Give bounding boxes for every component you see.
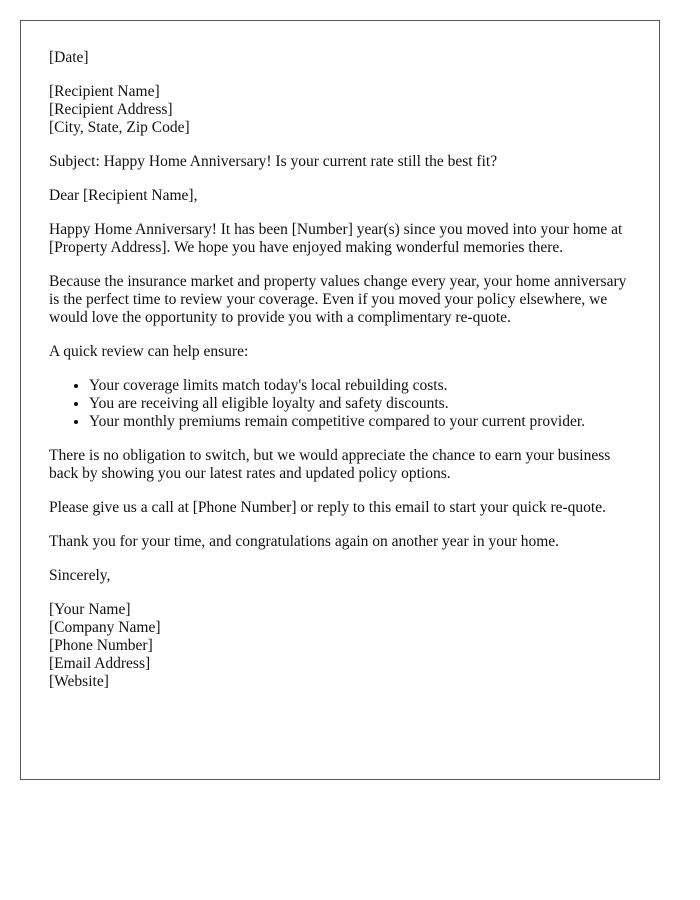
letter-date: [Date]: [49, 49, 89, 66]
body-paragraph: Happy Home Anniversary! It has been [Number] year(s) since you moved into your home at [Property Address]. We hope you have enjoyed making wonderful memories there.: [49, 221, 623, 256]
signature-website: [Website]: [49, 673, 109, 690]
signature-name: [Your Name]: [49, 601, 131, 618]
body-paragraph: Please give us a call at [Phone Number] or reply to this email to start your quick re-quote.: [49, 499, 606, 516]
letter-subject: Subject: Happy Home Anniversary! Is your current rate still the best fit?: [49, 153, 498, 170]
letter-salutation: Dear [Recipient Name],: [49, 187, 198, 204]
body-paragraph: Because the insurance market and property values change every year, your home anniversary is the perfect time to review your coverage. Even if you moved your policy elsewhere, we would love the opportunity to provide you with a complimentary re-quote.: [49, 273, 627, 326]
signature-block: [49, 601, 631, 691]
list-item: • You are receiving all eligible loyalty and safety discounts.: [89, 395, 631, 413]
recipient-city-state-zip: [City, State, Zip Code]: [49, 119, 190, 136]
signature-company: [Company Name]: [49, 619, 161, 636]
signature-phone: [Phone Number]: [49, 637, 153, 654]
list-item: • Your coverage limits match today's local rebuilding costs.: [89, 377, 631, 395]
signature-email: [Email Address]: [49, 655, 151, 672]
list-item: • Your monthly premiums remain competitive compared to your current provider.: [89, 413, 631, 431]
body-paragraph: Thank you for your time, and congratulations again on another year in your home.: [49, 533, 560, 550]
body-paragraph: A quick review can help ensure:: [49, 343, 249, 360]
recipient-name: [Recipient Name]: [49, 83, 160, 100]
benefits-list: [49, 377, 631, 431]
recipient-block: [49, 83, 631, 137]
recipient-address: [Recipient Address]: [49, 101, 173, 118]
body-paragraph: There is no obligation to switch, but we would appreciate the chance to earn your business back by showing you our latest rates and updated policy options.: [49, 447, 611, 482]
sign-off: Sincerely,: [49, 567, 111, 584]
letter-page: [20, 20, 660, 780]
